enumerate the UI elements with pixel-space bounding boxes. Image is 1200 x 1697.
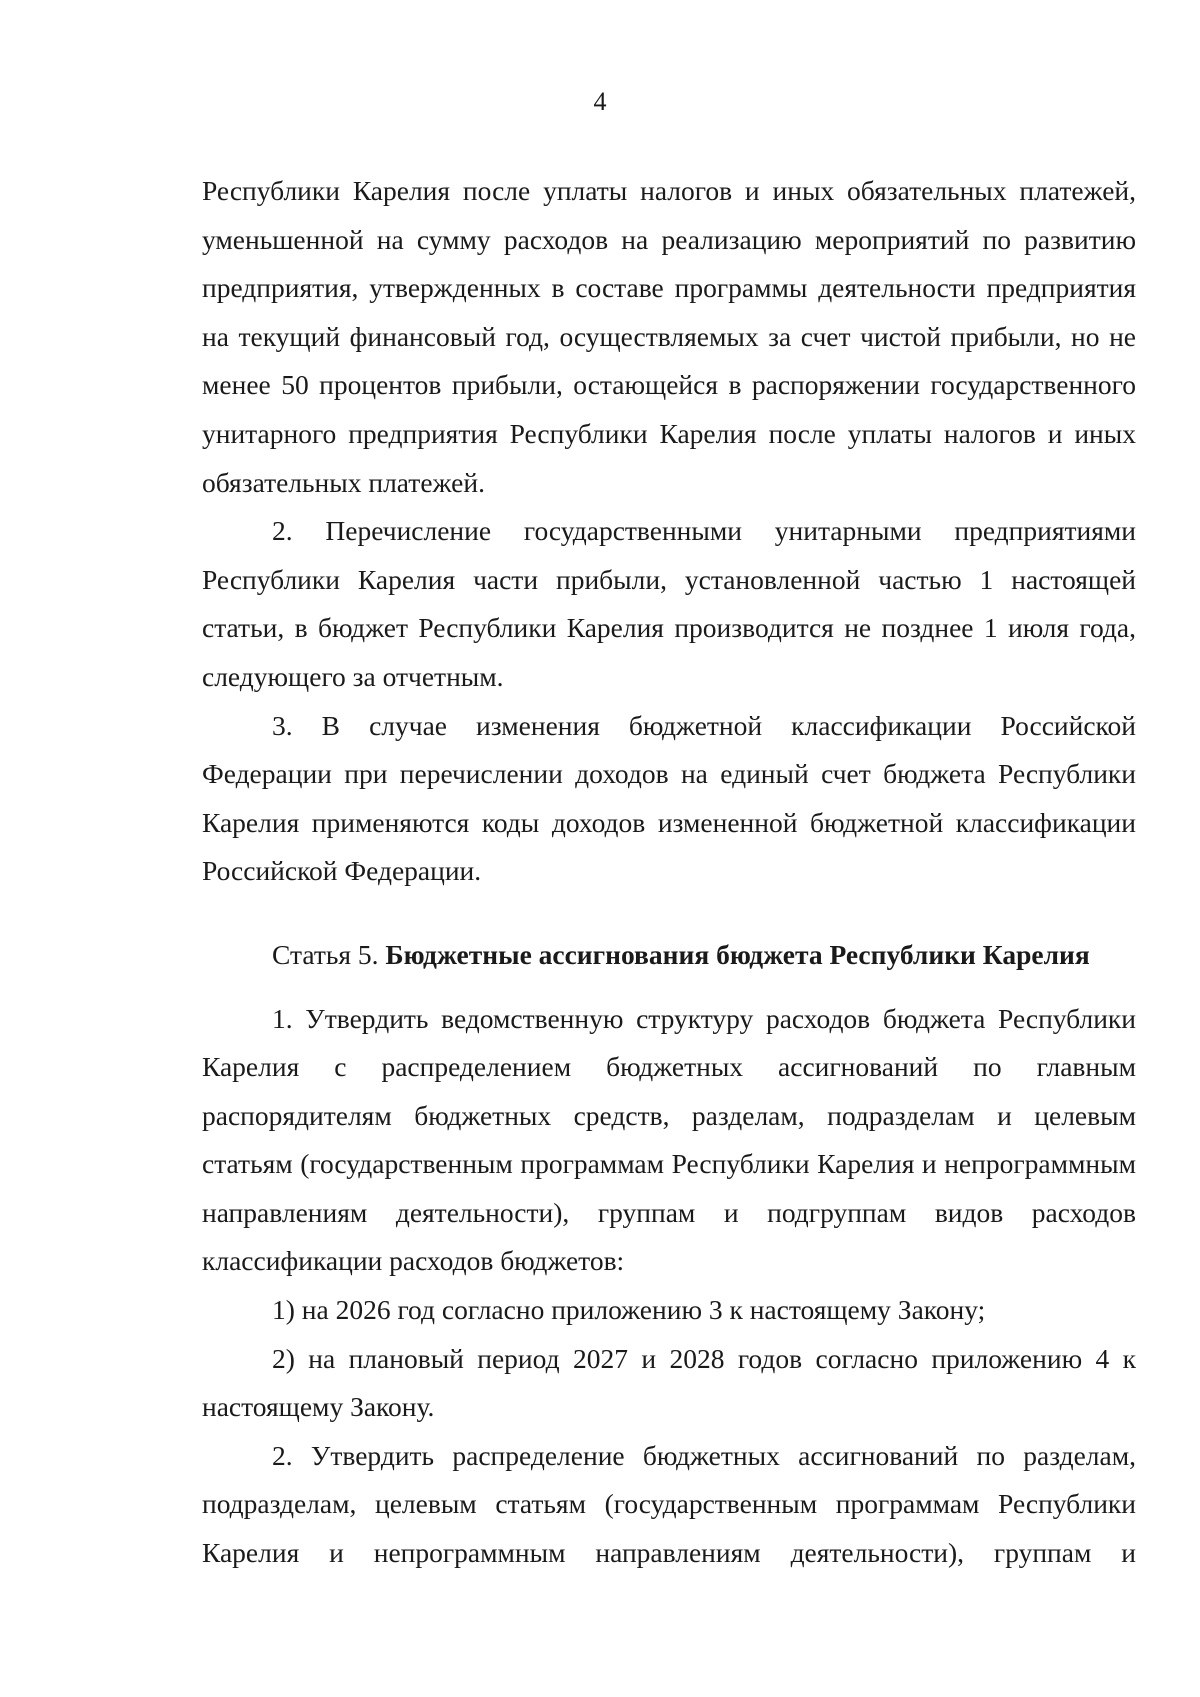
paragraph-continuation: Республики Карелия после уплаты налогов и иных обязательных платежей, уменьшенной на сумму расходов на реализацию мероприятий по развитию предприятия, утвержденных в составе программы деятельности предприятия на текущий финансовый год, осуществляемых за счет чистой прибыли, но не менее 50 процентов прибыли, остающейся в распоряжении государственного унитарного предприятия Республики Карелия после уплаты налогов и иных обязательных платежей. [202,175,1136,498]
article-label: Статья 5. [272,938,379,970]
paragraph-art5-sub-2: 2) на плановый период 2027 и 2028 годов согласно приложению 4 к настоящему Закону. [202,1342,1136,1423]
paragraph-art5-sub-1: 1) на 2026 год согласно приложению 3 к настоящему Закону; [272,1294,986,1326]
page-number: 4 [593,87,607,116]
article-title: Бюджетные ассигнования бюджета Республики Карелия [385,938,1090,970]
article-heading [202,931,1136,980]
document-body [202,167,1136,1578]
paragraph-item-2: 2. Перечисление государственными унитарными предприятиями Республики Карелия части прибыли, установленной частью 1 настоящей статьи, в бюджет Республики Карелия производится не позднее 1 июля года, следующего за отчетным. [202,515,1136,692]
paragraph-art5-item-2: 2. Утвердить распределение бюджетных ассигнований по разделам, подразделам, целевым статьям (государственным программам Республики Карелия и непрограммным направлениям деятельности), группам и [202,1439,1136,1569]
paragraph-art5-item-1: 1. Утвердить ведомственную структуру расходов бюджета Республики Карелия с распределением бюджетных ассигнований по главным распорядителям бюджетных средств, разделам, подразделам и целевым статьям (государственным программам Республики Карелия и непрограммным направлениям деятельности), группам и подгруппам видов расходов классификации расходов бюджетов: [202,1002,1136,1277]
paragraph-item-3: 3. В случае изменения бюджетной классификации Российской Федерации при перечислении доходов на единый счет бюджета Республики Карелия применяются коды доходов измененной бюджетной классификации Российской Федерации. [202,709,1136,887]
